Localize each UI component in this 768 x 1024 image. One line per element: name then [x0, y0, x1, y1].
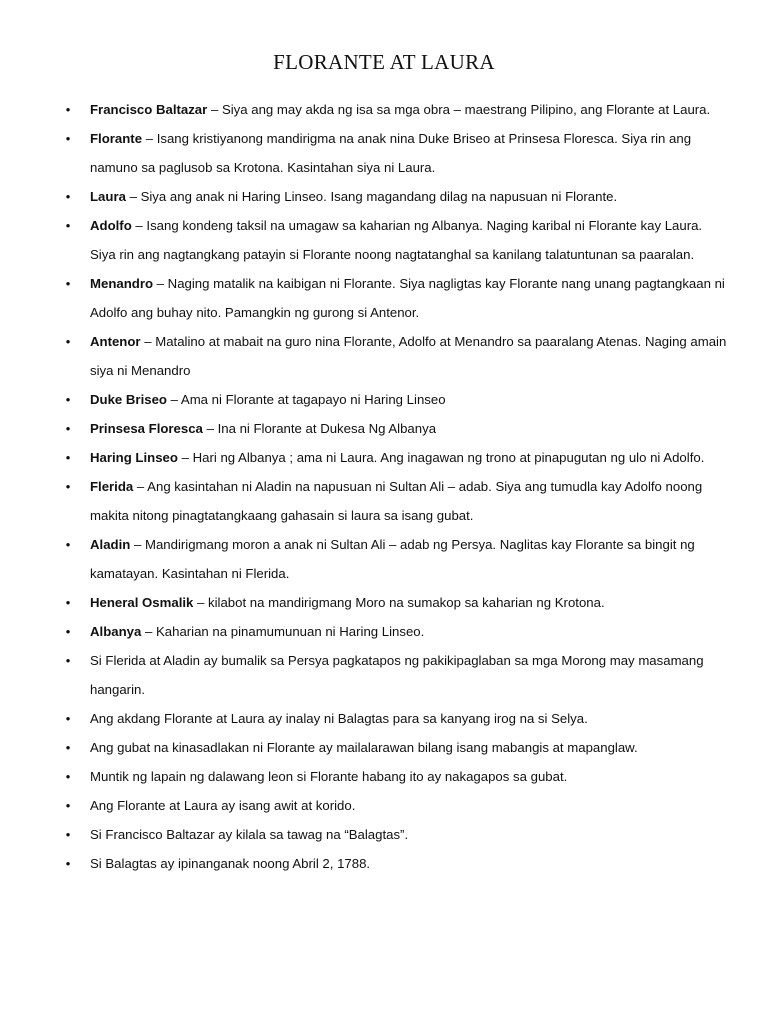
list-item-term: Prinsesa Floresca: [90, 421, 203, 436]
list-item-text: – Isang kondeng taksil na umagaw sa kaharian ng Albanya. Naging karibal ni Florante kay Laura. Siya rin ang nagtangkang patayin si Florante noong nagtatanghal sa kanilang talatuntunan sa paaralan.: [90, 218, 703, 262]
list-item-term: Menandro: [90, 276, 154, 291]
list-item-text: – Ang kasintahan ni Aladin na napusuan ni Sultan Ali – adab. Siya ang tumudla kay Adolfo noong makita nitong pinagtatangkaang gahasain si laura sa isang gubat.: [90, 479, 703, 523]
list-item-text: Si Flerida at Aladin ay bumalik sa Persya pagkatapos ng pakikipaglaban sa mga Morong may masamang hangarin.: [90, 653, 704, 697]
bullet-icon: •: [65, 740, 71, 755]
bullet-icon: •: [65, 856, 71, 871]
list-item: [0, 472, 768, 530]
list-item-term: Heneral Osmalik: [90, 595, 194, 610]
list-item-text: – Matalino at mabait na guro nina Florante, Adolfo at Menandro sa paaralang Atenas. Naging amain siya ni Menandro: [90, 334, 727, 378]
list-item: [0, 95, 768, 124]
bullet-icon: •: [65, 827, 71, 842]
list-item: [0, 617, 768, 646]
list-item: [0, 182, 768, 211]
list-item-text: Ang Florante at Laura ay isang awit at korido.: [90, 798, 356, 813]
list-item-text: Muntik ng lapain ng dalawang leon si Florante habang ito ay nakagapos sa gubat.: [90, 769, 568, 784]
bullet-icon: •: [65, 537, 71, 552]
list-item-text: – kilabot na mandirigmang Moro na sumakop sa kaharian ng Krotona.: [193, 595, 605, 610]
bullet-icon: •: [65, 421, 71, 436]
list-item: [0, 704, 768, 733]
list-item-text: Si Francisco Baltazar ay kilala sa tawag na “Balagtas”.: [90, 827, 409, 842]
bullet-icon: •: [65, 392, 71, 407]
bullet-icon: •: [65, 218, 71, 233]
list-item: [0, 443, 768, 472]
bullet-icon: •: [65, 595, 71, 610]
bullet-icon: •: [65, 479, 71, 494]
list-item-text: – Siya ang anak ni Haring Linseo. Isang magandang dilag na napusuan ni Florante.: [125, 189, 618, 204]
bullet-icon: •: [65, 189, 71, 204]
list-item-term: Adolfo: [90, 218, 132, 233]
list-item-text: – Ina ni Florante at Dukesa Ng Albanya: [202, 421, 437, 436]
list-item-term: Flerida: [90, 479, 134, 494]
list-item-text: – Hari ng Albanya ; ama ni Laura. Ang inagawan ng trono at pinapugutan ng ulo ni Adolfo.: [177, 450, 705, 465]
list-item-text: – Isang kristiyanong mandirigma na anak nina Duke Briseo at Prinsesa Floresca. Siya rin ang namuno sa paglusob sa Krotona. Kasintahan siya ni Laura.: [90, 131, 692, 175]
list-item: [0, 124, 768, 182]
bullet-icon: •: [65, 769, 71, 784]
list-item: [0, 530, 768, 588]
list-item: [0, 211, 768, 269]
list-item: [0, 733, 768, 762]
bullet-icon: •: [65, 798, 71, 813]
character-list: [0, 95, 768, 878]
list-item-text: – Mandirigmang moron a anak ni Sultan Ali – adab ng Persya. Naglitas kay Florante sa bingit ng kamatayan. Kasintahan ni Flerida.: [90, 537, 695, 581]
list-item-term: Antenor: [90, 334, 141, 349]
bullet-icon: •: [65, 711, 71, 726]
list-item-text: – Naging matalik na kaibigan ni Florante. Siya nagligtas kay Florante nang unang pagtangkaan ni Adolfo ang buhay nito. Pamangkin ng gurong si Antenor.: [90, 276, 725, 320]
list-item: [0, 849, 768, 878]
list-item-text: – Ama ni Florante at tagapayo ni Haring Linseo: [166, 392, 446, 407]
list-item-term: Haring Linseo: [90, 450, 178, 465]
list-item-text: – Siya ang may akda ng isa sa mga obra – maestrang Pilipino, ang Florante at Laura.: [207, 102, 711, 117]
list-item-term: Florante: [90, 131, 143, 146]
list-item: [0, 269, 768, 327]
list-item: [0, 820, 768, 849]
bullet-icon: •: [65, 653, 71, 668]
list-item-text: – Kaharian na pinamumunuan ni Haring Linseo.: [141, 624, 425, 639]
bullet-icon: •: [65, 276, 71, 291]
page-title: FLORANTE AT LAURA: [273, 50, 495, 74]
list-item-text: Ang gubat na kinasadlakan ni Florante ay mailalarawan bilang isang mabangis at mapanglaw.: [90, 740, 638, 755]
list-item: [0, 791, 768, 820]
list-item-term: Aladin: [90, 537, 131, 552]
list-item: [0, 646, 768, 704]
list-item: [0, 588, 768, 617]
bullet-icon: •: [65, 450, 71, 465]
list-item-text: Si Balagtas ay ipinanganak noong Abril 2, 1788.: [90, 856, 371, 871]
list-item-term: Francisco Baltazar: [90, 102, 208, 117]
list-item-term: Albanya: [90, 624, 142, 639]
bullet-icon: •: [65, 624, 71, 639]
list-item-text: Ang akdang Florante at Laura ay inalay ni Balagtas para sa kanyang irog na si Selya.: [90, 711, 588, 726]
list-item: [0, 762, 768, 791]
list-item: [0, 414, 768, 443]
list-item: [0, 385, 768, 414]
bullet-icon: •: [65, 131, 71, 146]
list-item: [0, 327, 768, 385]
list-item-term: Laura: [90, 189, 126, 204]
list-item-term: Duke Briseo: [90, 392, 167, 407]
bullet-icon: •: [65, 102, 71, 117]
bullet-icon: •: [65, 334, 71, 349]
